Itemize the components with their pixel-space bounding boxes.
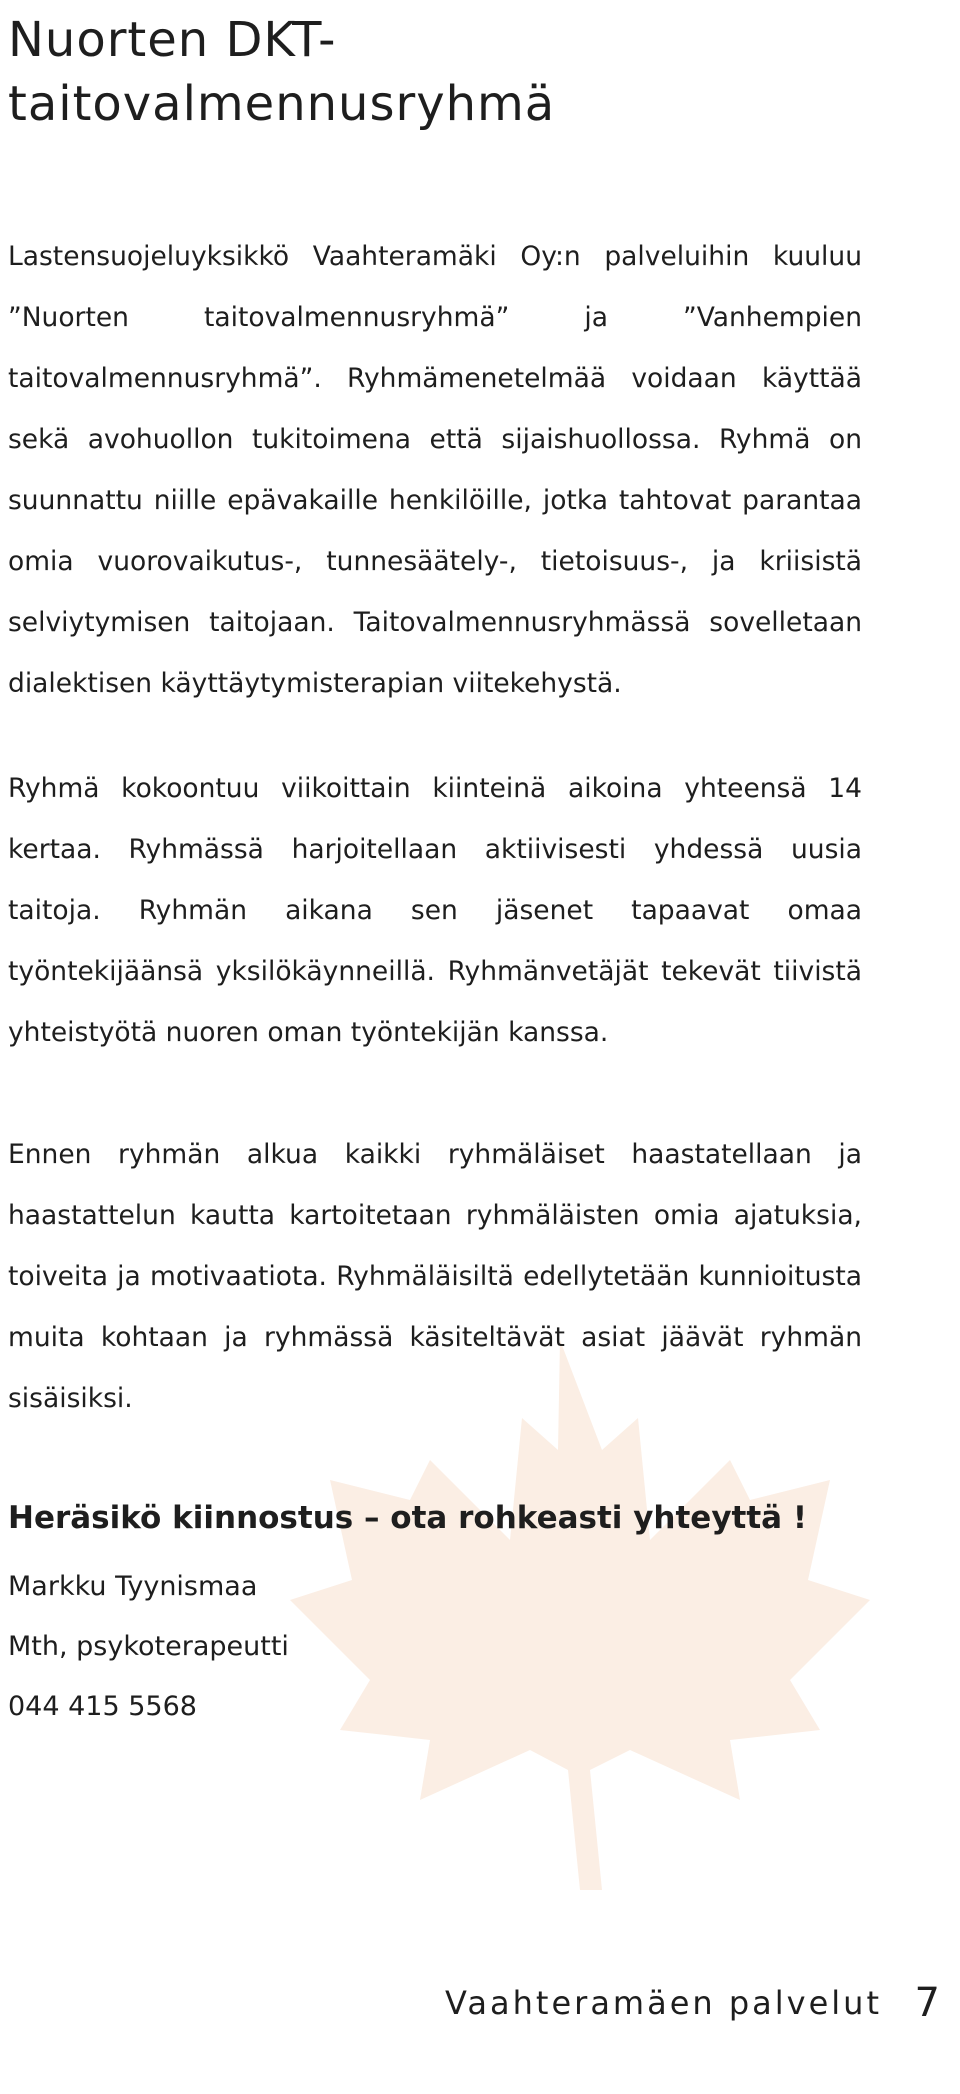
call-to-action-heading: Heräsikö kiinnostus – ota rohkeasti yhteyttä !: [8, 1500, 808, 1536]
paragraph-schedule: Ryhmä kokoontuu viikoittain kiinteinä aikoina yhteensä 14 kertaa. Ryhmässä harjoitellaan aktiivisesti yhdessä uusia taitoja. Ryhmän aikana sen jäsenet tapaavat omaa työntekijäänsä yksilökäynneillä. Ryhmänvetäjät tekevät tiivistä yhteistyötä nuoren oman työntekijän kanssa.: [8, 773, 862, 1048]
footer-label: Vaahteramäen palvelut: [445, 1984, 882, 2022]
paragraph-intro: Lastensuojeluyksikkö Vaahteramäki Oy:n palveluihin kuuluu ”Nuorten taitovalmennusryhmä” ja ”Vanhempien taitovalmennusryhmä”. Ryhmämenetelmää voidaan käyttää sekä avohuollon tukitoimena että sijaishuollossa. Ryhmä on suunnattu niille epävakaille henkilöille, jotka tahtovat parantaa omia vuorovaikutus-, tunnesäätely-, tietoisuus-, ja kriisistä selviytymisen taitojaan. Taitovalmennusryhmässä sovelletaan dialektisen käyttäytymisterapian viitekehystä.: [8, 241, 862, 699]
page-number: 7: [914, 1980, 940, 2026]
contact-phone: 044 415 5568: [8, 1691, 197, 1722]
maple-leaf-watermark: [230, 1330, 960, 2090]
paragraph-interview: Ennen ryhmän alkua kaikki ryhmäläiset haastatellaan ja haastattelun kautta kartoitetaan ryhmäläisten omia ajatuksia, toiveita ja motivaatiota. Ryhmäläisiltä edellytetään kunnioitusta muita kohtaan ja ryhmässä käsiteltävät asiat jäävät ryhmän sisäisiksi.: [8, 1139, 862, 1414]
contact-role: Mth, psykoterapeutti: [8, 1631, 289, 1662]
page-title: Nuorten DKT-taitovalmennusryhmä: [8, 12, 556, 132]
contact-name: Markku Tyynismaa: [8, 1571, 258, 1602]
maple-leaf-icon: [230, 1330, 960, 2090]
